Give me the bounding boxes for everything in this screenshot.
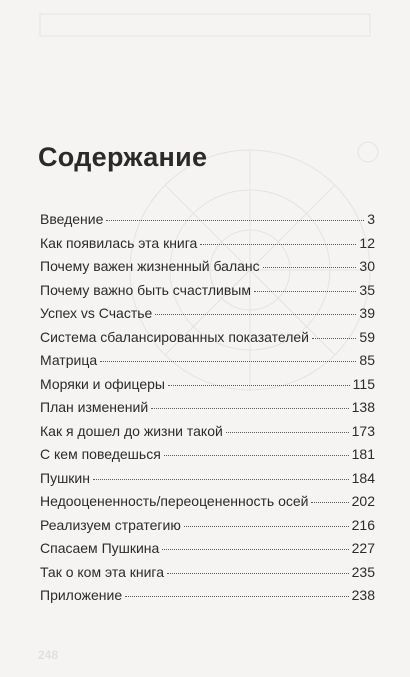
toc-entry — [40, 376, 375, 400]
dot-leader — [184, 526, 349, 527]
toc-entry-page-number: 184 — [351, 469, 375, 486]
toc-entry-title: С кем поведешься — [40, 446, 161, 462]
toc-entry-page-number: 39 — [359, 305, 375, 321]
toc-entry — [40, 493, 375, 517]
page-title: Содержание — [38, 142, 208, 172]
dot-leader — [106, 220, 364, 221]
toc-entry-title: Приложение — [40, 587, 123, 603]
toc-entry — [40, 540, 375, 564]
toc-entry-page-number: 115 — [352, 375, 375, 392]
dot-leader — [263, 267, 357, 268]
toc-entry-title: Пушкин — [40, 469, 90, 486]
toc-entry — [40, 305, 375, 329]
toc-entry-page-number: 12 — [359, 234, 375, 251]
dot-leader — [200, 244, 356, 245]
toc-entry-title: Почему важен жизненный баланс — [40, 258, 260, 274]
toc-entry-title: Так о ком эта книга — [40, 563, 165, 580]
toc-entry — [40, 564, 375, 588]
toc-entry — [40, 258, 375, 282]
toc-entry — [40, 517, 375, 541]
dot-leader — [168, 385, 350, 386]
toc-entry-page-number: 59 — [359, 328, 375, 345]
toc-entry-title: Успех vs Счастье — [40, 305, 153, 321]
dot-leader — [125, 596, 349, 597]
toc-entry — [40, 352, 375, 376]
toc-entry-title: Почему важно быть счастливым — [40, 281, 251, 298]
toc-entry-page-number: 173 — [351, 422, 375, 439]
toc-entry-page-number: 202 — [351, 493, 375, 509]
dot-leader — [311, 502, 348, 503]
toc-entry — [40, 329, 375, 353]
toc-entry — [40, 211, 375, 235]
toc-entry-title: Реализуем стратегию — [40, 516, 181, 533]
toc-entry-page-number: 85 — [359, 352, 375, 368]
toc-entry-page-number: 35 — [359, 281, 375, 298]
dot-leader — [155, 314, 356, 315]
page-number: 248 — [38, 648, 59, 662]
table-of-contents — [40, 211, 375, 611]
toc-entry-title: План изменений — [40, 399, 149, 415]
toc-entry-page-number: 235 — [351, 563, 375, 580]
toc-entry — [40, 399, 375, 423]
dot-leader — [312, 338, 356, 339]
toc-entry-title: Матрица — [40, 352, 98, 368]
toc-entry — [40, 446, 375, 470]
dot-leader — [93, 479, 349, 480]
dot-leader — [167, 573, 349, 574]
dot-leader — [162, 549, 348, 550]
dot-leader — [100, 361, 356, 362]
toc-entry-page-number: 181 — [351, 446, 375, 462]
toc-entry — [40, 235, 375, 259]
toc-entry-title: Введение — [40, 211, 104, 227]
toc-entry — [40, 587, 375, 611]
toc-entry-title: Недооцененность/переоцененность осей — [40, 493, 309, 509]
toc-entry-page-number: 216 — [351, 516, 375, 533]
toc-entry-page-number: 227 — [351, 540, 375, 556]
toc-entry-page-number: 238 — [351, 587, 375, 603]
toc-entry-page-number: 138 — [351, 399, 375, 415]
toc-entry-title: Как появилась эта книга — [40, 234, 198, 251]
toc-entry — [40, 470, 375, 494]
toc-entry-page-number: 30 — [359, 258, 375, 274]
dot-leader — [254, 291, 356, 292]
toc-entry-title: Система сбалансированных показателей — [40, 328, 309, 345]
dot-leader — [151, 408, 348, 409]
toc-entry — [40, 282, 375, 306]
toc-entry — [40, 423, 375, 447]
toc-entry-title: Моряки и офицеры — [40, 375, 165, 392]
dot-leader — [164, 455, 349, 456]
toc-entry-title: Как я дошел до жизни такой — [40, 422, 223, 439]
toc-entry-title: Спасаем Пушкина — [40, 540, 160, 556]
toc-entry-page-number: 3 — [367, 211, 375, 227]
dot-leader — [226, 432, 349, 433]
